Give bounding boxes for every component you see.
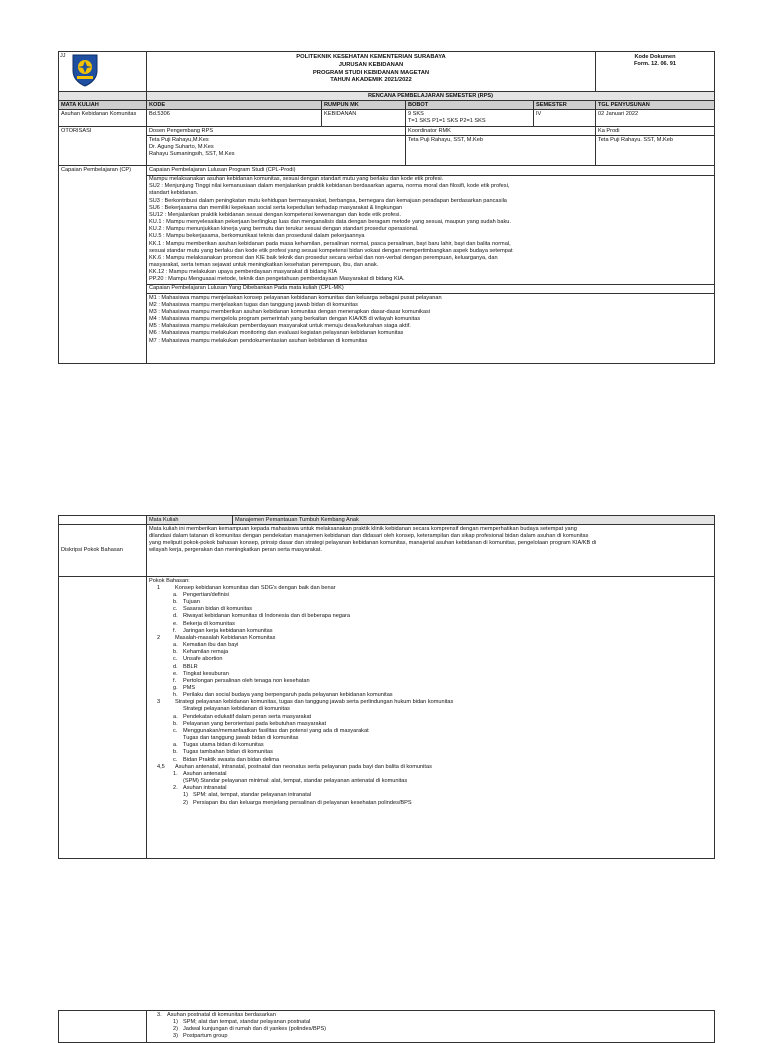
cpl-mk-item: M2 : Mahasiswa mampu menjelaskan tugas dan tanggung jawab bidan di komunitas xyxy=(149,301,358,308)
pokok-subitem xyxy=(149,771,712,778)
col-header-kode: KODE xyxy=(147,101,322,110)
pokok-subitem-text: SPM: alat, tempat, standar pelayanan intranatal xyxy=(193,792,312,799)
pokok-subitem xyxy=(149,613,712,620)
otorisasi-label: OTORISASI xyxy=(59,127,147,166)
cpl-prodi-label: Capaian Pembelajaran Lulusan Program Studi (CPL-Prodi) xyxy=(147,166,715,175)
dosen-names xyxy=(147,136,406,166)
pokok-subitem xyxy=(149,800,712,807)
col-header-bobot: BOBOT xyxy=(406,101,534,110)
otorisasi-label-row xyxy=(59,127,715,136)
cpl-prodi-item: KU.1 : Mampu menyelesaikan pekerjaan berlingkup luas dan menganalisis data dengan beragam metode yang sesuai, maupun yang sudah baku. xyxy=(149,219,511,226)
course-semester: IV xyxy=(534,110,596,127)
cpl-prodi-item: PP.20 : Mampu Menguasai metode, teknik dan pengetahuan pemberdayaan Masyarakat di bidang KIA. xyxy=(149,276,405,283)
doc-code-cell xyxy=(596,52,715,92)
deskripsi-label: Diskripsi Pokok Bahasan xyxy=(59,525,147,577)
pokok-subitem xyxy=(149,778,712,785)
pokok-subitem-text: Kematian ibu dan bayi xyxy=(183,642,239,649)
pokok-subitem xyxy=(149,714,712,721)
pokok-subitem xyxy=(149,792,712,799)
pokok-subitem xyxy=(149,742,712,749)
pokok-item-number: 3 xyxy=(157,699,161,706)
pokok-subitem-text: PMS xyxy=(183,685,196,691)
pokok-subitem-marker: a. xyxy=(173,713,178,720)
pokok-subitem-text: Bidan Praktik swasta dan bidan delima xyxy=(183,756,280,763)
pokok-subitem xyxy=(149,649,712,656)
pokok-subitem-marker: a. xyxy=(173,642,178,649)
doc-code-label: Kode Dokumen xyxy=(634,54,676,60)
cpl-mk-item: M1 : Mahasiswa mampu menjelaskan konsep pelayanan kebidanan komunitas dan keluarga sebagai pusat pelayanan xyxy=(149,294,442,301)
logo-cell xyxy=(59,52,147,92)
pokok-subitem xyxy=(149,749,712,756)
pokok-subitem xyxy=(149,592,712,599)
institution-name: POLITEKNIK KESEHATAN KEMENTERIAN SURABAYA xyxy=(296,54,446,60)
pokok-subitem-marker: b. xyxy=(173,649,178,656)
pokok-subitem-marker: b. xyxy=(173,599,178,606)
pokok-subitem-marker: 1) xyxy=(183,792,188,799)
dosen-label: Dosen Pengembang RPS xyxy=(147,127,406,136)
otorisasi-names-row xyxy=(59,136,715,166)
pokok-subitem xyxy=(149,642,712,649)
pokok-subitem xyxy=(149,692,712,699)
pokok-subitem-marker: d. xyxy=(173,613,178,620)
postnatal-item xyxy=(149,1026,712,1033)
deskripsi-line: yang meliputi pokok-pokok bahasan konsep, prinsip dasar dan strategi pelayanan kebidanan komunitas, manajerial asuhan kebidanan di komunitas, pengelolaan program KIA/KB di xyxy=(149,539,597,546)
pokok-item-title: Masalah-masalah Kebidanan Komunitas xyxy=(175,634,276,641)
pokok-subitem-text: Strategi pelayanan kebidanan di komunitas xyxy=(183,706,290,713)
pokok-subitem-text: (SPM) Standar pelayanan minimal: alat, tempat, standar pelayanan antenatal di komunitas xyxy=(183,778,408,785)
institution-header xyxy=(147,52,596,92)
cpl-prodi-item: Mampu melaksanakan asuhan kebidanan komunitas, sesuai dengan standart mutu yang berlaku dan kode etik profesi. xyxy=(149,176,444,183)
pokok-item xyxy=(149,585,712,592)
cpl-mk-item: M3 : Mahasiswa mampu memberikan asuhan kebidanan komunitas dengan menerapkan dasar-dasar komunikasi xyxy=(149,308,431,315)
pokok-subitem xyxy=(149,721,712,728)
rps-title: RENCANA PEMBELAJARAN SEMESTER (RPS) xyxy=(147,92,715,101)
pokok-item-title: Asuhan antenatal, intranatal, postnatal dan neonatus serta pelayanan pada bayi dan balita di komunitas xyxy=(175,763,432,770)
course-code: Bd.5306 xyxy=(147,110,322,127)
pokok-subitem-text: Tugas dan tanggung jawab bidan di komunitas xyxy=(183,735,299,742)
pokok-subitem xyxy=(149,664,712,671)
postnatal-item xyxy=(149,1033,712,1040)
cpl-prodi-list xyxy=(147,175,715,284)
pokok-subitem-marker: a. xyxy=(173,742,178,749)
pokok-item-title: Strategi pelayanan kebidanan komunitas, tugas dan tanggung jawab serta perlindungan hukum bidan komunitas xyxy=(175,699,454,706)
mk-label: Mata Kuliah xyxy=(147,516,233,525)
course-bobot xyxy=(406,110,534,127)
doc-code-value: Form. 12. 06. 91 xyxy=(634,61,676,68)
course-rumpun: KEBIDANAN xyxy=(322,110,406,127)
deskripsi-line: dilandasi dalam tatanan di komunitas dengan pendekatan manajemen kebidanan dan didasari oleh konsep, keterampilan dan sikap profesional bidan dalam asuhan di komunitas xyxy=(149,532,589,539)
pokok-subitem xyxy=(149,599,712,606)
pokok-subitem-text: Kehamilan remaja xyxy=(183,649,229,656)
pokok-item-number: 4,5 xyxy=(157,763,165,770)
pokok-bahasan-continued xyxy=(58,1010,715,1043)
course-value-row xyxy=(59,110,715,127)
postnatal-list xyxy=(147,1011,715,1043)
cpl-mk-list xyxy=(147,294,715,364)
postnatal-item-text: Jadwal kunjungan di rumah dan di yankes (polindes/BPS) xyxy=(183,1025,327,1032)
cpl-prodi-item: SU12 : Menjalankan praktik kebidanan sesuai dengan kompetensi kewenangan dan kode etik profesi. xyxy=(149,211,401,218)
deskripsi-line: wilayah kerja, pergerakan dan meningkatkan peran serta masyarakat. xyxy=(149,547,322,554)
postnatal-item-text: SPM; alat dan tempat, standar pelayanan postnatal xyxy=(183,1018,311,1025)
dosen-name: Rahayu Sumaningsih, SST, M.Kes xyxy=(149,151,235,158)
pokok-subitem-marker: 2. xyxy=(173,785,178,792)
pokok-subitem-marker: f. xyxy=(173,627,177,634)
pokok-subitem-text: Menggunakan/memanfaatkan fasilitas dan potensi yang ada di masyarakat xyxy=(183,727,369,734)
dosen-name: Dr. Agung Suharto, M.Kes xyxy=(149,144,214,151)
pokok-subitem-marker: h. xyxy=(173,692,178,699)
pokok-bahasan-label: Pokok Bahasan: xyxy=(149,577,190,584)
pokok-subitem-text: Unsafe abortion xyxy=(183,656,223,663)
koordinator-name: Teta Puji Rahayu, SST, M.Keb xyxy=(406,136,596,166)
pokok-subitem-text: Pendekatan edukatif dalam peran serta masyarakat xyxy=(183,713,312,720)
cpl-mk-item: M7 : Mahasiswa mampu melakukan pendokumentasian asuhan kebidanan di komunitas xyxy=(149,337,368,344)
postnatal-item-marker: 3) xyxy=(173,1032,178,1039)
kaprodi-label: Ka Prodi xyxy=(596,127,715,136)
pokok-subitem-text: Pengertian/definisi xyxy=(183,591,230,598)
postnatal-item xyxy=(149,1019,712,1026)
pokok-bahasan-list xyxy=(147,577,715,859)
pokok-subitem-marker: 2) xyxy=(183,799,188,806)
cpl-prodi-item: masyarakat, serta teman sejawat untuk meningkatkan kesehatan perempuan, ibu, dan anak. xyxy=(149,262,379,268)
pokok-subitem xyxy=(149,621,712,628)
deskripsi-line: Mata kuliah ini memberikan kemampuan kepada mahasiswa untuk melaksanakan praktik klinik kebidanan secara komprensif dengan memperhatikan budaya setempat yang xyxy=(149,525,577,532)
mk-value: Manajemen Pemantauan Tumbuh Kembang Anak xyxy=(233,516,715,525)
institution-logo-icon xyxy=(70,53,100,87)
bobot-total: 9 SKS xyxy=(408,110,424,117)
col-header-tgl: TGL PENYUSUNAN xyxy=(596,101,715,110)
bobot-detail: T=1 SKS P1=1 SKS P2=1 SKS xyxy=(408,117,486,124)
pokok-subitem-marker: 1. xyxy=(173,770,178,777)
col-header-semester: SEMESTER xyxy=(534,101,596,110)
pokok-subitem-marker: c. xyxy=(173,727,178,734)
department-name: JURUSAN KEBIDANAN xyxy=(338,61,404,68)
pokok-subitem-text: Asuhan antenatal xyxy=(183,770,227,777)
pokok-item-number: 2 xyxy=(157,634,161,641)
pokok-subitem xyxy=(149,606,712,613)
cpl-prodi-item: KU.2 : Mampu menunjukkan kinerja yang bermutu dan terukur sesuai dengan standart prosedur operasional. xyxy=(149,226,419,233)
cp-label: Capaian Pembelajaran (CP) xyxy=(59,166,147,364)
pokok-item-title: Konsep kebidanan komunitas dan SDG's dengan baik dan benar xyxy=(175,584,336,591)
pokok-bahasan-table xyxy=(58,515,715,859)
pokok-subitem xyxy=(149,656,712,663)
pokok-subitem-marker: a. xyxy=(173,591,178,598)
pokok-subitem xyxy=(149,685,712,692)
cpl-mk-item: M6 : Mahasiswa mampu melakukan monitoring dan evaluasi kegiatan pelayanan kebidanan komunitas xyxy=(149,330,404,337)
pokok-subitem-text: Pelayanan yang berorientasi pada kebutuhan masyarakat xyxy=(183,720,327,727)
cpl-prodi-item: SU6 : Bekerjasama dan memiliki kepekaan social serta kepedulian terhadap masyarakat & lingkungan xyxy=(149,204,403,211)
academic-year: TAHUN AKADEMIK 2021/2022 xyxy=(330,77,412,84)
pokok-subitem-marker: c. xyxy=(173,606,178,613)
program-name: PROGRAM STUDI KEBIDANAN MAGETAN xyxy=(312,69,430,76)
cpl-prodi-item: sesuai standar mutu yang berlaku dan kode etik profesi yang sesuai kompetensi bidan vokasi dengan mempertimbangkan aspek budaya setempat xyxy=(149,247,513,254)
pokok-item-number: 1 xyxy=(157,584,161,591)
postnatal-item-text: Asuhan postnatal di komunitas berdasarkan xyxy=(167,1011,276,1018)
cpl-prodi-item: KU.5 : Mampu bekerjasama, berkomunikasi teknis dan prosedural dalam pekerjaannya xyxy=(149,233,365,240)
col-header-mata-kuliah: MATA KULIAH xyxy=(59,101,147,110)
pokok-subitem-marker: g. xyxy=(173,685,178,691)
pokok-subitem-text: Riwayat kebidanan komunitas di Indonesia dan di beberapa negara xyxy=(183,613,350,620)
deskripsi-text xyxy=(147,525,715,577)
pokok-subitem xyxy=(149,735,712,742)
pokok-subitem-text: Tugas utama bidan di komunitas xyxy=(183,742,264,749)
pokok-subitem-text: Tugas tambahan bidan di komunitas xyxy=(183,749,273,756)
kaprodi-name: Teta Puji Rahayu. SST, M.Keb xyxy=(596,136,715,166)
cpl-mk-item: M5 : Mahasiswa mampu melakukan pemberdayaan masyarakat untuk menuju desa/kelurahan siaga aktif. xyxy=(149,323,411,330)
postnatal-item-marker: 3. xyxy=(157,1011,162,1018)
course-name: Asuhan Kebidanan Komunitas xyxy=(59,110,147,127)
pokok-subitem-text: Jaringan kerja kebidanan komunitas xyxy=(183,627,273,634)
pokok-subitem-marker: c. xyxy=(173,756,178,763)
rps-header-table xyxy=(58,51,715,364)
cpl-mk-item: M4 : Mahasiswa mampu mengelola program pemerintah yang berkaitan dengan KIA/KB di wilayah komunitas xyxy=(149,316,421,323)
postnatal-item-marker: 1) xyxy=(173,1018,178,1025)
pokok-subitem xyxy=(149,785,712,792)
pokok-subitem-text: Bekerja di komunitas xyxy=(183,620,235,627)
cpl-prodi-item: SU2 : Menjunjung Tinggi nilai kemanusiaan dalam menjalankan praktik kebidanan berdasarkan agama, norma moral dan filosifi, kode etik profesi, xyxy=(149,183,510,190)
pokok-subitem-text: Asuhan intranatal xyxy=(183,785,227,792)
postnatal-item-marker: 2) xyxy=(173,1025,178,1032)
pokok-subitem-marker: e. xyxy=(173,620,178,627)
pokok-subitem-text: Tingkat kesuburan xyxy=(183,670,229,677)
cpl-prodi-item: KK.6 : Mampu melaksanakan promosi dan KIE baik teknik dan prosedur secara verbal dan non-verbal dengan perempuan, keluarganya, dan xyxy=(149,254,498,261)
col-header-rumpun: RUMPUN MK xyxy=(322,101,406,110)
pokok-subitem-text: Sasaran bidan di komunitas xyxy=(183,606,253,613)
postnatal-item-text: Postpartum group xyxy=(183,1032,228,1039)
pokok-subitem xyxy=(149,628,712,635)
cpl-prodi-item: standart kebidanan. xyxy=(149,190,199,197)
pokok-subitem xyxy=(149,678,712,685)
rps-page-3 xyxy=(58,1010,714,1039)
rps-page-2 xyxy=(58,515,714,859)
pokok-subitem-marker: b. xyxy=(173,749,178,756)
pokok-subitem-text: Persiapan ibu dan keluarga menjelang persalinan di pelayanan kesehatan polindes/BPS xyxy=(193,799,412,806)
pokok-subitem xyxy=(149,728,712,735)
koordinator-label: Koordinator RMK xyxy=(406,127,596,136)
pokok-subitem xyxy=(149,671,712,678)
pokok-subitem-marker: c. xyxy=(173,656,178,663)
cpl-prodi-item: SU3 : Berkontribusi dalam peningkatan mutu kehidupan bermasyarakat, berbangsa, bernegara dan kemajuan peradapan berdasarkan pancasila xyxy=(149,197,507,204)
pokok-subitem-text: BBLR xyxy=(183,663,198,670)
pokok-subitem-marker: b. xyxy=(173,720,178,727)
pokok-subitem xyxy=(149,757,712,764)
pokok-subitem-marker: e. xyxy=(173,670,178,677)
pokok-subitem-text: Pertolongan persalinan oleh tenaga non kesehatan xyxy=(183,677,310,684)
course-date: 02 Januari 2022 xyxy=(596,110,715,127)
pokok-subitem-text: Perilaku dan social budaya yang berpengaruh pada pelayanan kebidanan komunitas xyxy=(183,692,393,699)
cpl-prodi-item: KK.1 : Mampu memberikan asuhan kebidanan pada masa kehamilan, persalinan normal, pasca persalinan, bayi baru lahir, bayi dan balita normal, xyxy=(149,240,511,247)
pokok-item xyxy=(149,635,712,642)
pokok-subitem xyxy=(149,706,712,713)
cpl-prodi-item: KK.12 : Mampu melakukan upaya pemberdayaan masyarakat di bidang KIA xyxy=(149,269,338,276)
pokok-subitem-text: Tujuan xyxy=(183,599,200,606)
dosen-name: Teta Puji Rahayu,M.Kes xyxy=(149,136,209,143)
pokok-subitem-marker: f. xyxy=(173,677,177,684)
logo-mark-text: JJ xyxy=(60,53,66,59)
pokok-item xyxy=(149,699,712,706)
course-header-row xyxy=(59,101,715,110)
rps-page-1 xyxy=(58,51,714,364)
pokok-item xyxy=(149,764,712,771)
postnatal-item xyxy=(149,1012,712,1019)
pokok-subitem-marker: d. xyxy=(173,663,178,670)
cpl-mk-label: Capaian Pembelajaran Lulusan Yang Dibebankan Pada mata kuliah (CPL-MK) xyxy=(147,284,715,293)
